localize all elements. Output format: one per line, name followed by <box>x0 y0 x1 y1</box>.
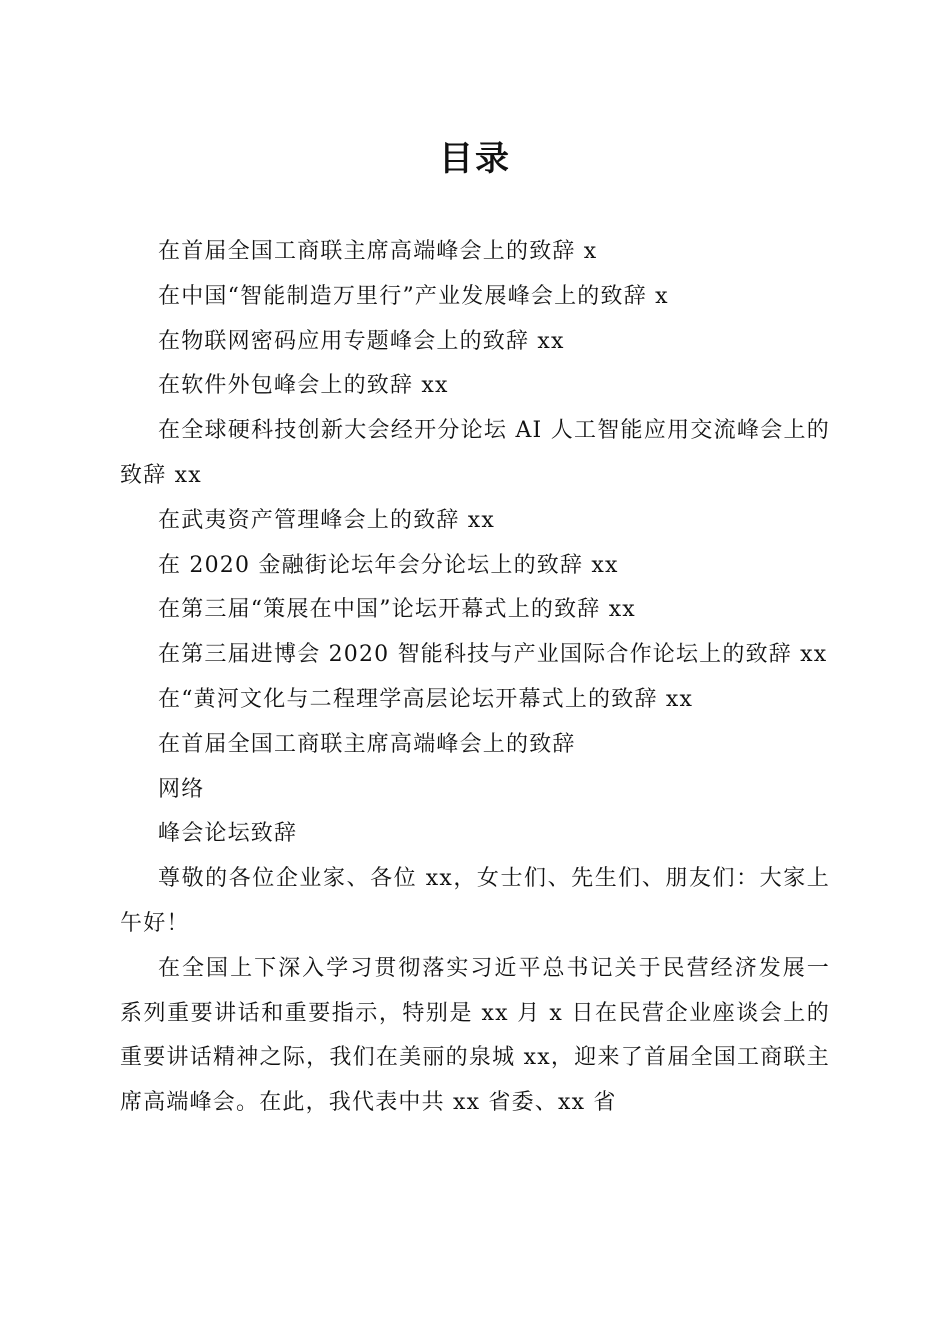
toc-entry: 在第三届“策展在中国”论坛开幕式上的致辞 xx <box>158 597 636 623</box>
toc-entry: 在软件外包峰会上的致辞 xx <box>158 373 449 399</box>
toc-entry: 在 2020 金融街论坛年会分论坛上的致辞 xx <box>158 552 619 578</box>
document-body <box>120 230 830 1126</box>
toc-entry: 在物联网密码应用专题峰会上的致辞 xx <box>158 328 565 354</box>
speech-greeting: 尊敬的各位企业家、各位 xx，女士们、先生们、朋友们：大家上午好！ <box>120 866 830 936</box>
toc-entry: 在武夷资产管理峰会上的致辞 xx <box>158 507 496 533</box>
toc-entry: 在中国“智能制造万里行”产业发展峰会上的致辞 x <box>158 283 669 309</box>
speech-category: 峰会论坛致辞 <box>158 821 298 847</box>
toc-entry: 在第三届进博会 2020 智能科技与产业国际合作论坛上的致辞 xx <box>158 642 828 668</box>
toc-entry: 在首届全国工商联主席高端峰会上的致辞 x <box>158 239 598 264</box>
page-title: 目录 <box>439 139 511 179</box>
speech-paragraph: 在全国上下深入学习贯彻落实习近平总书记关于民营经济发展一系列重要讲话和重要指示，特别是 xx 月 x 日在民营企业座谈会上的重要讲话精神之际，我们在美丽的泉城 xx，迎来了首届全国工商联主席高端峰会。在此，我代表中共 xx 省委、xx 省 <box>120 955 830 1116</box>
toc-entry: 在全球硬科技创新大会经开分论坛 AI 人工智能应用交流峰会上的致辞 xx <box>120 418 830 488</box>
speech-source: 网络 <box>158 776 205 802</box>
toc-entry: 在“黄河文化与二程理学高层论坛开幕式上的致辞 xx <box>158 686 694 712</box>
speech-title: 在首届全国工商联主席高端峰会上的致辞 <box>158 731 576 757</box>
